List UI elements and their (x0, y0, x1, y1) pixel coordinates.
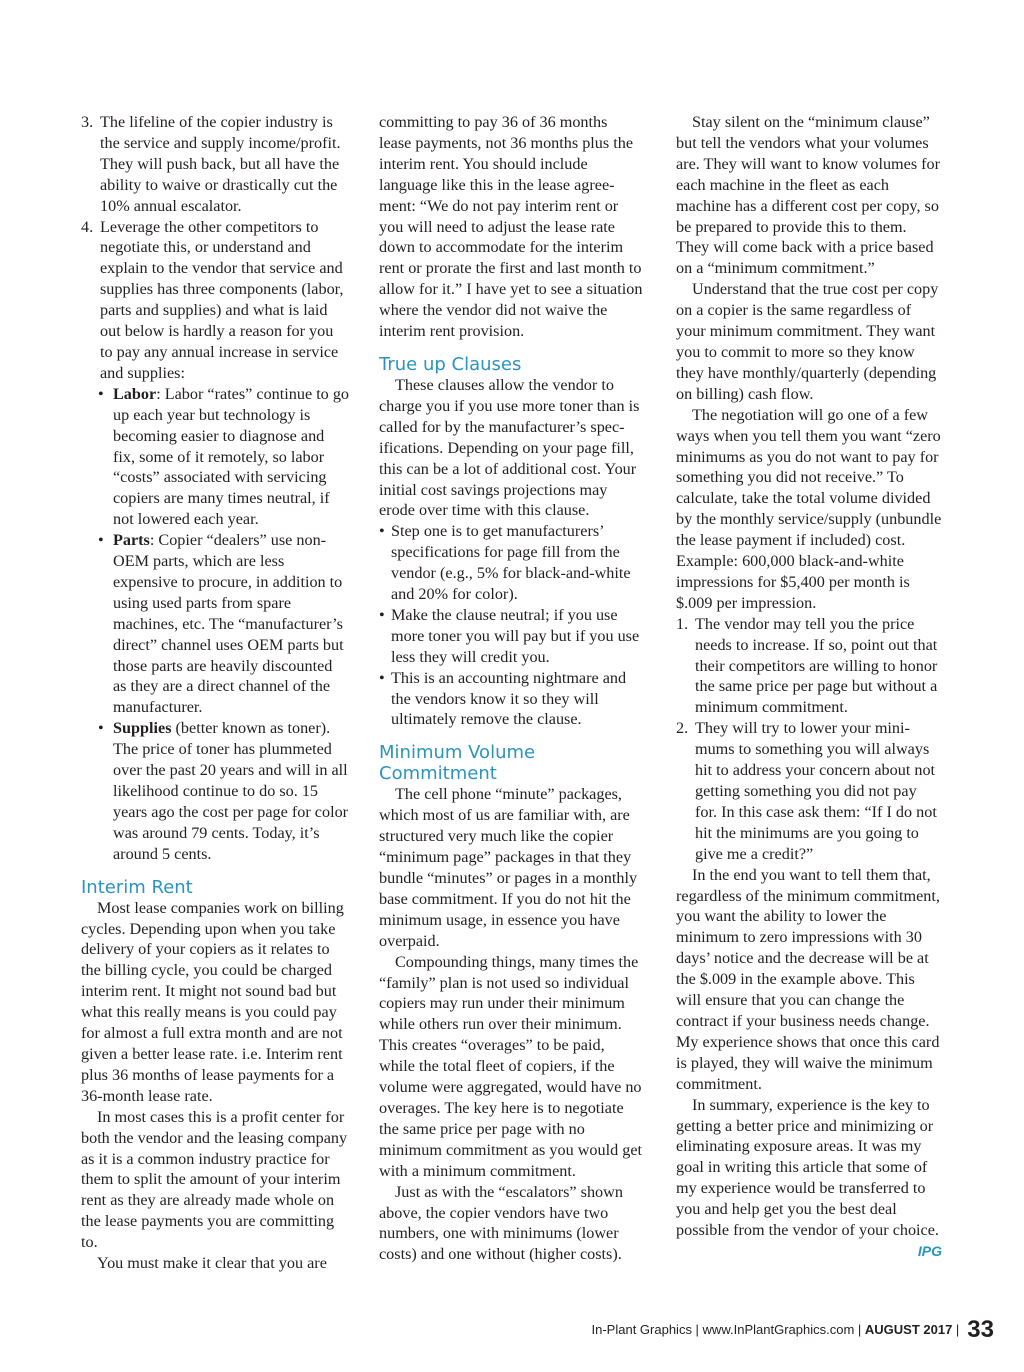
list-number: 1. (676, 614, 689, 633)
paragraph: Just as with the “escalators” shown above, the copier vendors have two numbers, one with minimums (lower costs) and one without (higher costs). (379, 1182, 623, 1264)
bullet-label-labor: Labor (113, 384, 157, 403)
bullet-supplies (81, 718, 349, 864)
section-heading-minimum-volume-commitment: Minimum Volume Commitment (379, 742, 536, 785)
list-item-1 (676, 614, 942, 719)
footer-issue-date: AUGUST 2017 (864, 1322, 953, 1337)
paragraph: These clauses allow the vendor to charge you if you use more toner than is called for by the manufacturer’s specifications. Depending on your page fill, this can be a lot of additional cost. Your initial cost savings projections may erode over time with this clause. (379, 375, 640, 520)
section-heading-interim-rent: Interim Rent (81, 876, 193, 898)
paragraph: In most cases this is a profit center for both the vendor and the leasing company as it is a common industry practice for them to split the amount of your interim rent as they are already made whole on the lease payments you are committing to. (81, 1107, 348, 1252)
paragraph (676, 1095, 942, 1259)
bullet-text: Step one is to get manufacturers’ specifications for page fill from the vendor (e.g., 5% for black-and-white and 20% for color). (391, 522, 631, 604)
paragraph: Understand that the true cost per copy on a copier is the same regardless of your minimum commitment. They want you to commit to more so they know they have monthly/quarterly (depending on billing) cash flow. (676, 280, 939, 403)
paragraph: Most lease companies work on billing cycles. Depending upon when you take delivery of your copiers as it relates to the billing cycle, you could be charged interim rent. It might not sound bad but what this really means is you could pay for almost a full extra month and are not given a better lease rate. i.e. Interim rent plus 36 months of lease payments for a 36-month lease rate. (81, 898, 344, 1105)
paragraph: Stay silent on the “minimum clause” but tell the vendors what your volumes are. They will want to know volumes for each machine in the fleet as each machine has a different cost per copy, so be prepared to provide this to them. They will come back with a price based on a “minimum commitment.” (676, 113, 941, 278)
paragraph-text: In summary, experience is the key to getting a better price and minimizing or eliminating exposure areas. It was my goal in writing this article that some of my experience would be transferred to you and help get you the best deal possible from the vendor of your choice. (676, 1095, 939, 1240)
end-mark-logo: IPG (917, 1242, 942, 1259)
section-heading-true-up-clauses: True up Clauses (379, 353, 522, 375)
bullet-labor (81, 384, 349, 530)
bullet-marker: • (98, 384, 104, 403)
paragraph: In the end you want to tell them that, regardless of the minimum commitment, you want the ability to lower the minimum to zero impressions with 30 days’ notice and the decrease will be at the $.009 in the example above. This will ensure that you can change the contract if your business needs change. My experience shows that once this card is played, they will waive the minimum commitment. (676, 865, 940, 1093)
list-number: 3. (81, 113, 94, 131)
page-footer (470, 1316, 994, 1344)
list-number: 4. (81, 217, 94, 236)
bullet-text: Make the clause neutral; if you use more toner you will pay but if you use less they will credit you. (391, 605, 640, 666)
bullet-label-supplies: Supplies (113, 719, 172, 738)
list-item-text: Leverage the other competitors to negotiate this, or understand and explain to the vendor that service and supplies has three components (labor, parts and supplies) and what is laid out below is hardly a reason for you to pay any annual increase in service and supplies: (100, 217, 344, 382)
bullet-text-labor: : Labor “rates” continue to go up each year but technology is becoming easier to diagnose and fix, some of it remotely, so labor “costs” associated with servicing copiers are many times neutral, if not lowered each year. (113, 384, 350, 529)
column-1 (81, 112, 349, 1274)
page-number: 33 (967, 1316, 994, 1343)
bullet-text-supplies: (better known as toner). The price of toner has plummeted over the past 20 years and will in all likelihood continue to do so. 15 years ago the cost per page for color was around 79 cents. Today, it’s around 5 cents. (113, 719, 349, 863)
bullet-text-parts: : Copier “dealers” use non-OEM parts, which are less expensive to procure, in addition to using used parts from spare machines, etc. The “manufacturer’s direct” channel uses OEM parts but those parts are heavily discounted as they are a direct channel of the manufacturer. (113, 531, 344, 717)
list-item-4 (81, 217, 349, 384)
bullet-text: This is an accounting nightmare and the vendors know it so they will ultimately remove the clause. (391, 668, 627, 729)
paragraph: The negotiation will go one of a few ways when you tell them you want “zero minimums as you do not want to pay for something you did not receive.” To calculate, take the total volume divided by the monthly service/supply (unbundle the lease payment if included) cost. Example: 600,000 black-and-white impressions for $5,400 per month is $.009 per impression. (676, 405, 942, 612)
bullet-marker: • (98, 531, 104, 550)
bullet-marker: • (379, 605, 385, 624)
footer-separator: | (952, 1322, 960, 1337)
list-item-2 (676, 718, 942, 864)
bullet-marker: • (379, 668, 385, 687)
footer-publication: In-Plant Graphics | www.InPlantGraphics.com | (591, 1322, 865, 1337)
bullet-marker: • (379, 522, 385, 541)
list-item-3 (81, 112, 349, 217)
list-number: 2. (676, 719, 689, 738)
list-item-text: The vendor may tell you the price needs to increase. If so, point out that their competitors are willing to honor the same price per page but without a minimum commitment. (695, 614, 938, 717)
bullet-label-parts: Parts (113, 531, 150, 550)
paragraph: Compounding things, many times the “family” plan is not used so individual copiers may run under their minimum while others run over their minimum. This creates “overages” to be paid, while the total fleet of copiers, if the volume were aggregated, would have no overages. The key here is to negotiate the same price per page with no minimum commitment as you would get with a minimum commitment. (379, 952, 643, 1180)
paragraph: committing to pay 36 of 36 months lease payments, not 36 months plus the interim rent. You should include language like this in the lease agreement: “We do not pay interim rent or you will need to adjust the lease rate down to accommodate for the interim rent or prorate the first and last month to allow for it.” I have yet to see a situation where the vendor did not waive the interim rent provision. (379, 113, 643, 341)
column-2 (379, 112, 643, 1265)
bullet-marker: • (98, 719, 104, 738)
bullet-item (379, 521, 643, 605)
list-item-text: They will try to lower your minimums to something you will always hit to address your concern about not getting something you did not pay for. In this case ask them: “If I do not hit the minimums are you going to give me a credit?” (695, 719, 937, 863)
list-item-text: The lifeline of the copier industry is the service and supply income/profit. They will push back, but all have the ability to waive or drastically cut the 10% annual escalator. (100, 113, 341, 215)
bullet-item (379, 668, 643, 731)
paragraph: The cell phone “minute” packages, which most of us are familiar with, are structured very much like the copier “minimum page” packages in that they bundle “minutes” or pages in a monthly base commitment. If you do not hit the minimum usage, in essence you have overpaid. (379, 785, 638, 950)
bullet-item (379, 605, 643, 668)
paragraph: You must make it clear that you are (97, 1254, 327, 1273)
bullet-parts (81, 530, 349, 718)
column-3 (676, 112, 942, 1262)
